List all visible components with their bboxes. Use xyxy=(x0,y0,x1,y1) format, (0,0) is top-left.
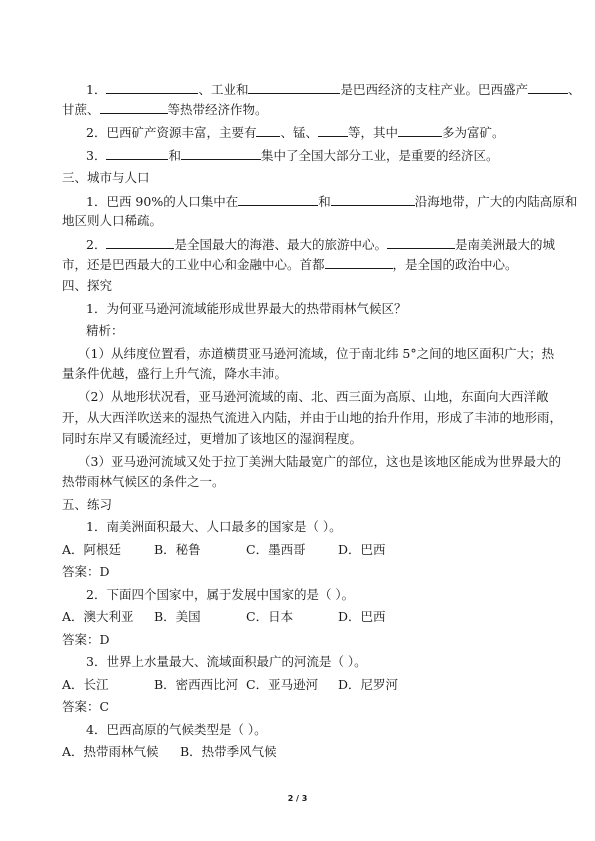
s2-q2: 2．巴西矿产资源丰富，主要有 、锰、 等，其中 多为富矿。 xyxy=(86,125,505,140)
s4-p1-line1: （1）从纬度位置看，赤道横贯亚马逊河流域，位于南北纬 5°之间的地区面积广大；热 xyxy=(78,346,555,361)
option-d[interactable]: D．尼罗河 xyxy=(338,677,399,692)
fill-blank[interactable] xyxy=(106,147,168,160)
s4-p2-line2: 开，从大西洋吹送来的湿热气流进入内陆，并由于山地的抬升作用，形成了丰沛的地形雨， xyxy=(62,410,563,425)
fill-blank[interactable] xyxy=(318,124,348,137)
fill-blank[interactable] xyxy=(248,81,340,94)
option-a[interactable]: A．长江 xyxy=(62,677,109,692)
s4-p3-line1: （3）亚马逊河流域又处于拉丁美洲大陆最宽广的部位，这也是该地区能成为世界最大的 xyxy=(78,454,561,469)
fill-blank[interactable] xyxy=(528,81,568,94)
s5-q3-stem: 3．世界上水量最大、流域面积最广的河流是（ ）。 xyxy=(86,654,367,669)
s5-q2-answer: 答案：D xyxy=(62,632,110,647)
option-a[interactable]: A．热带雨林气候 xyxy=(62,744,159,759)
s5-q2-stem: 2．下面四个国家中，属于发展中国家的是（ ）。 xyxy=(86,587,355,602)
fill-blank[interactable] xyxy=(106,236,174,249)
option-d[interactable]: D．巴西 xyxy=(338,542,386,557)
option-a[interactable]: A．澳大利亚 xyxy=(62,609,134,624)
fill-blank[interactable] xyxy=(106,81,198,94)
s4-question: 1．为何亚马逊河流域能形成世界最大的热带雨林气候区？ xyxy=(86,301,407,316)
section-heading-explore: 四、探究 xyxy=(62,278,113,293)
option-b[interactable]: B．热带季风气候 xyxy=(180,744,277,759)
s5-q1-answer: 答案：D xyxy=(62,564,110,579)
option-b[interactable]: B．秘鲁 xyxy=(154,542,201,557)
section-heading-practice: 五、练习 xyxy=(62,497,113,512)
s2-q1-line1: 1． 、工业和 是巴西经济的支柱产业。巴西盛产 、 xyxy=(86,82,581,97)
section-heading-cities: 三、城市与人口 xyxy=(62,170,150,185)
s4-p2-line1: （2）从地形状况看，亚马逊河流域的南、北、西三面为高原、山地，东面向大西洋敞 xyxy=(78,389,549,404)
s3-q1-line2: 地区则人口稀疏。 xyxy=(62,213,163,228)
fill-blank[interactable] xyxy=(387,236,455,249)
s4-p1-line2: 量条件优越，盛行上升气流，降水丰沛。 xyxy=(62,366,288,381)
option-c[interactable]: C．墨西哥 xyxy=(246,542,306,557)
option-b[interactable]: B．美国 xyxy=(154,609,201,624)
fill-blank[interactable] xyxy=(256,124,280,137)
fill-blank[interactable] xyxy=(325,256,393,269)
option-d[interactable]: D．巴西 xyxy=(338,609,386,624)
option-c[interactable]: C．亚马逊河 xyxy=(246,677,319,692)
option-c[interactable]: C．日本 xyxy=(246,609,294,624)
s4-analysis-label: 精析： xyxy=(86,323,124,338)
option-b[interactable]: B．密西西比河 xyxy=(154,677,239,692)
s5-q3-answer: 答案：C xyxy=(62,699,110,714)
s5-q1-stem: 1．南美洲面积最大、人口最多的国家是（ ）。 xyxy=(86,519,342,534)
fill-blank[interactable] xyxy=(331,193,415,206)
s3-q2-line1: 2． 是全国最大的海港、最大的旅游中心。 是南美洲最大的城 xyxy=(86,237,555,252)
fill-blank[interactable] xyxy=(181,147,261,160)
s4-p3-line2: 热带雨林气候区的条件之一。 xyxy=(62,474,225,489)
page-number: 2 / 3 xyxy=(287,794,308,803)
s3-q1-line1: 1．巴西 90%的人口集中在 和 沿海地带，广大的内陆高原和 xyxy=(86,194,578,209)
option-a[interactable]: A．阿根廷 xyxy=(62,542,122,557)
fill-blank[interactable] xyxy=(398,124,442,137)
s2-q1-line2: 甘蔗、 等热带经济作物。 xyxy=(62,102,268,117)
s3-q2-line2: 市，还是巴西最大的工业中心和金融中心。首都 ，是全国的政治中心。 xyxy=(62,257,518,272)
s4-p2-line3: 同时东岸又有暖流经过，更增加了该地区的湿润程度。 xyxy=(62,431,363,446)
s5-q4-stem: 4．巴西高原的气候类型是（ ）。 xyxy=(86,722,267,737)
fill-blank[interactable] xyxy=(238,193,318,206)
s2-q3: 3． 和 集中了全国大部分工业，是重要的经济区。 xyxy=(86,148,499,163)
fill-blank[interactable] xyxy=(100,101,168,114)
